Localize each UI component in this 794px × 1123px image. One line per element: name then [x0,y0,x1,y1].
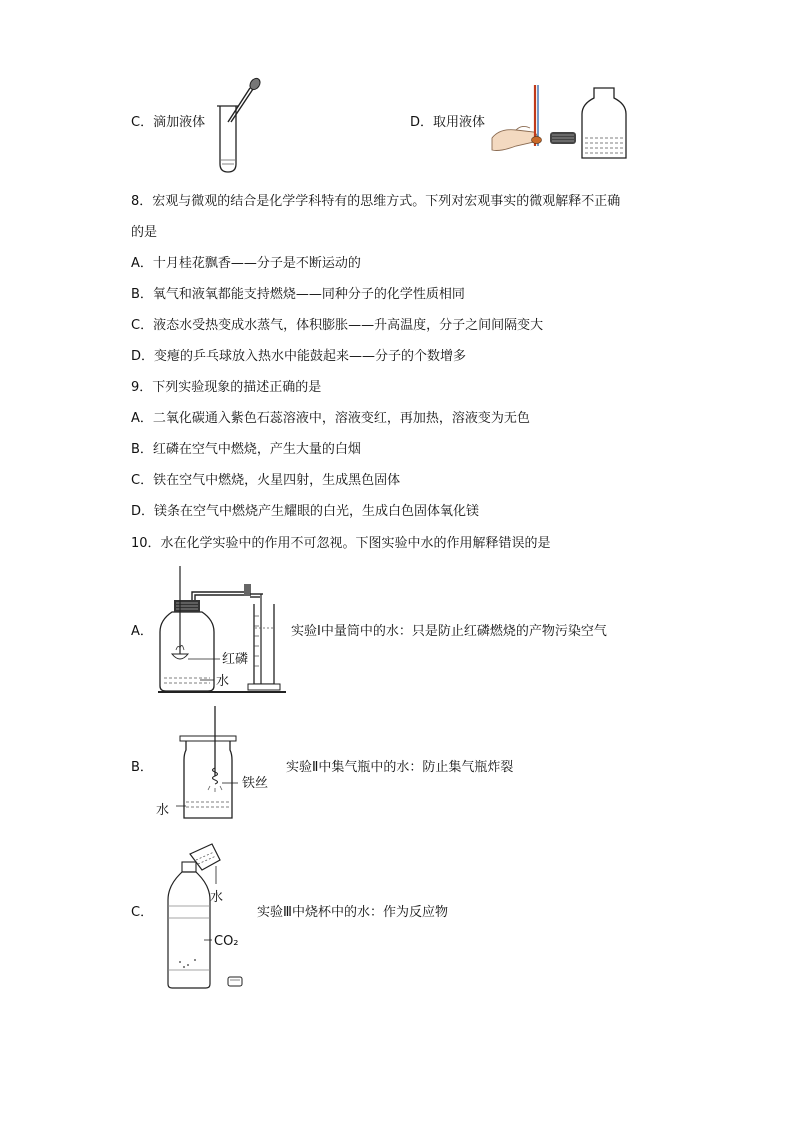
q10-option-b-letter: B． [131,760,153,775]
q8-stem-line-2: 的是 [131,225,158,240]
q8-option-b: B．氧气和液氧都能支持燃烧——同种分子的化学性质相同 [131,287,465,302]
q10-b-label-iron: 铁丝 [242,776,269,791]
q10-option-a-letter: A． [131,624,153,639]
q9-option-d: D．镁条在空气中燃烧产生耀眼的白光，生成白色固体氧化镁 [131,504,480,519]
q9-stem: 9．下列实验现象的描述正确的是 [131,380,322,395]
q10-option-c-text: 实验Ⅲ中烧杯中的水：作为反应物 [257,905,448,920]
q10-a-label-water: 水 [216,674,230,689]
q9-option-a: A．二氧化碳通入紫色石蕊溶液中，溶液变红，再加热，溶液变为无色 [131,411,530,426]
dropper-test-tube-figure [208,76,268,176]
q10-stem: 10．水在化学实验中的作用不可忽视。下图实验中水的作用解释错误的是 [131,536,551,551]
q8-option-d: D．变瘪的乒乓球放入热水中能鼓起来——分子的个数增多 [131,349,467,364]
q10-option-a-text: 实验Ⅰ中量筒中的水：只是防止红磷燃烧的产物污染空气 [291,624,607,639]
q10-a-label-phosphorus: 红磷 [222,652,249,667]
co2-bottle-beaker-figure [160,834,250,994]
q8-option-a: A．十月桂花飘香——分子是不断运动的 [131,256,361,271]
q7-option-d: D．取用液体 [410,115,486,130]
q9-option-c: C．铁在空气中燃烧，火星四射，生成黑色固体 [131,473,401,488]
q7-option-c: C．滴加液体 [131,115,206,130]
pipette-reagent-bottle-figure [490,80,630,162]
q10-option-c-letter: C． [131,905,154,920]
q8-option-c: C．液态水受热变成水蒸气，体积膨胀——升高温度，分子之间间隔变大 [131,318,544,333]
q8-stem-line-1: 8．宏观与微观的结合是化学学科特有的思维方式。下列对宏观事实的微观解释不正确 [131,194,621,209]
q10-c-label-water: 水 [210,890,224,905]
q10-b-label-water: 水 [156,803,170,818]
iron-wire-oxygen-jar-figure [172,706,242,822]
q10-option-b-text: 实验Ⅱ中集气瓶中的水：防止集气瓶炸裂 [286,760,514,775]
q9-option-b: B．红磷在空气中燃烧，产生大量的白烟 [131,442,361,457]
q10-c-label-co2: CO₂ [214,934,239,949]
